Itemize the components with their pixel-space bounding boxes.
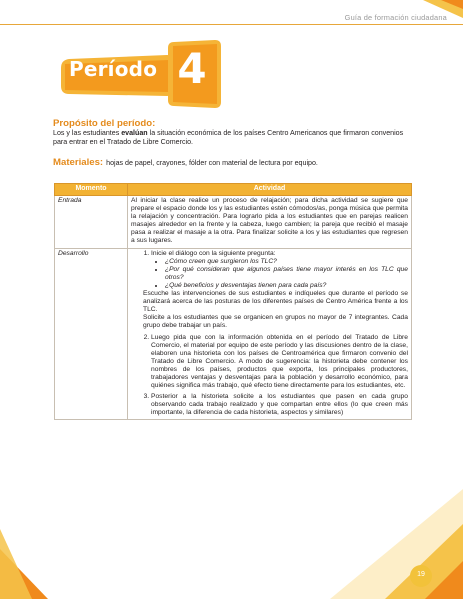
step-item: 2. Luego pida que con la información obtenida en el período del Tratado de Libre Comercio, el material por equipo de este período y las discusiones dentro de la clase, elaboren una historieta con los países de Centroamérica que firmaron convenio del Tratado de Libre Comercio. A modo de sugerencia: la historieta debe contener los nombres de los países, productos que exporta, los principales productores, trabajadores ventajas y desventajas para la población y desarrollo económico, para quiénes significa más trabajo, qué efecto tiene directamente para los estudiantes, etc. xyxy=(151,334,408,391)
running-header: Guía de formación ciudadana xyxy=(344,13,447,22)
bottom-decoration xyxy=(0,469,463,599)
table-row xyxy=(55,248,412,420)
materials-label: Materiales: xyxy=(53,157,104,168)
moment-cell: Desarrollo xyxy=(55,248,128,420)
entry-activity-text: Al iniciar la clase realice un proceso de relajación; para dicha actividad se sugiere que prepare el espacio donde los y las estudiantes estén cómodos/as, ponga música que permita la relajación y concentración. Para lograrlo pida a los estudiantes que en parejas realicen masajes alrededor en la frente y la cabeza, luego cambien; la pareja que recibió el masaje pasa a realizar el masaje a la otra. Para finalizar solicite a los y las estudiantes que regresen a sus lugares. xyxy=(131,197,408,245)
moment-cell: Entrada xyxy=(55,196,128,249)
page-number: 19 xyxy=(417,571,425,578)
question-item: • ¿Cómo creen que surgieron los TLC? xyxy=(165,258,408,266)
materials-text: hojas de papel, crayones, fólder con material de lectura por equipo. xyxy=(106,159,318,167)
column-header-moment: Momento xyxy=(55,184,128,196)
activity-table xyxy=(54,183,412,420)
activity-steps xyxy=(131,250,408,418)
table-header-row xyxy=(55,184,412,196)
column-header-activity: Actividad xyxy=(128,184,412,196)
question-list xyxy=(151,258,408,290)
question-item: • ¿Qué beneficios y desventajas tienen para cada país? xyxy=(165,282,408,290)
period-number: 4 xyxy=(177,44,207,93)
step-item: 3. Posterior a la historieta solicite a los estudiantes que pasen en cada grupo observando cada trabajo realizado y que compartan entre ellos (lo que creen más importante, la diferencia de cada historieta, aspectos y similares) xyxy=(151,393,408,417)
header-rule xyxy=(0,24,463,25)
purpose-text: Los y las estudiantes evalúan la situación económica de los países Centro Americanos que firmaron convenios para entrar en el Tratado de Libre Comercio. xyxy=(53,129,404,147)
step-item: 1. Inicie el diálogo con la siguiente pregunta: • ¿Cómo creen que surgieron los TLC? • ¿Por qué consideran que algunos países tiene mayor interés en los TLC que otros? • ¿Qué beneficios y desventajas tienen para cada país? Escuche las intervenciones de sus estudiantes e indíqueles que durante el período se analizará acerca de las posturas de los diferentes países de Centro América frente a los TLC. Solicite a los estudiantes que se organicen en grupos no mayor de 7 integrantes. Cada grupo debe trabajar un país. xyxy=(151,250,408,331)
step-continuation: Escuche las intervenciones de sus estudiantes e indíqueles que durante el período se analizará acerca de las posturas de los diferentes países de Centro América frente a los TLC. xyxy=(143,290,408,314)
period-label: Período xyxy=(69,57,158,81)
purpose-title: Propósito del período: xyxy=(53,118,156,129)
activity-cell xyxy=(128,196,412,249)
table-row xyxy=(55,196,412,249)
question-item: • ¿Por qué consideran que algunos países tiene mayor interés en los TLC que otros? xyxy=(165,266,408,282)
step-continuation: Solicite a los estudiantes que se organicen en grupos no mayor de 7 integrantes. Cada grupo debe trabajar un país. xyxy=(143,314,408,330)
activity-cell xyxy=(128,248,412,420)
materials-line xyxy=(53,158,413,168)
